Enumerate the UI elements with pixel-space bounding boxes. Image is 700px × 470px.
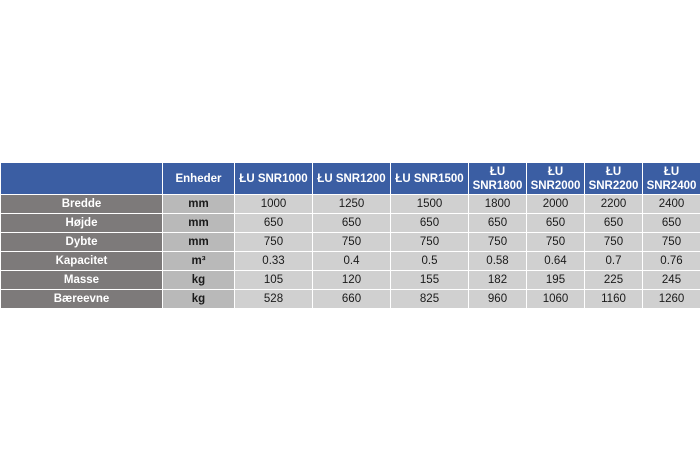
value-cell: 750 [585, 233, 643, 252]
table-row [1, 214, 700, 233]
corner-cell [1, 163, 163, 195]
value-cell: 1060 [527, 290, 585, 309]
value-cell: 1800 [469, 195, 527, 214]
value-cell: 182 [469, 271, 527, 290]
value-cell: 825 [391, 290, 469, 309]
value-cell: 650 [469, 214, 527, 233]
value-cell: 650 [313, 214, 391, 233]
unit-cell: kg [163, 271, 235, 290]
value-cell: 0.58 [469, 252, 527, 271]
row-label: Bredde [1, 195, 163, 214]
column-header-text: ŁU SNR1200 [317, 172, 386, 185]
value-cell: 0.7 [585, 252, 643, 271]
value-cell: 2400 [643, 195, 700, 214]
unit-cell: mm [163, 195, 235, 214]
value-cell: 1160 [585, 290, 643, 309]
value-cell: 225 [585, 271, 643, 290]
value-cell: 650 [527, 214, 585, 233]
value-cell: 1500 [391, 195, 469, 214]
column-header-text: ŁU SNR1000 [239, 172, 308, 185]
value-cell: 1260 [643, 290, 700, 309]
value-cell: 155 [391, 271, 469, 290]
value-cell: 750 [313, 233, 391, 252]
value-cell: 120 [313, 271, 391, 290]
unit-cell: mm [163, 214, 235, 233]
value-cell: 650 [391, 214, 469, 233]
value-cell: 960 [469, 290, 527, 309]
value-cell: 2000 [527, 195, 585, 214]
table-row [1, 195, 700, 214]
row-label: Bæreevne [1, 290, 163, 309]
value-cell: 750 [235, 233, 313, 252]
column-header-text: SNR2400 [646, 179, 697, 192]
column-header [643, 163, 700, 195]
table-row [1, 271, 700, 290]
row-label: Masse [1, 271, 163, 290]
table-row [1, 252, 700, 271]
header-row [1, 163, 700, 195]
unit-cell: kg [163, 290, 235, 309]
column-header-text: ŁU SNR1500 [395, 172, 464, 185]
value-cell: 0.76 [643, 252, 700, 271]
value-cell: 750 [527, 233, 585, 252]
row-label: Højde [1, 214, 163, 233]
unit-cell: mm [163, 233, 235, 252]
value-cell: 0.64 [527, 252, 585, 271]
value-cell: 528 [235, 290, 313, 309]
row-label: Kapacitet [1, 252, 163, 271]
value-cell: 105 [235, 271, 313, 290]
value-cell: 195 [527, 271, 585, 290]
value-cell: 750 [469, 233, 527, 252]
units-header: Enheder [163, 163, 235, 195]
value-cell: 650 [235, 214, 313, 233]
column-header [585, 163, 643, 195]
value-cell: 0.5 [391, 252, 469, 271]
value-cell: 1000 [235, 195, 313, 214]
column-header [235, 163, 313, 195]
value-cell: 660 [313, 290, 391, 309]
column-header-text: SNR2200 [588, 179, 639, 192]
row-label: Dybte [1, 233, 163, 252]
column-header [469, 163, 527, 195]
table-row [1, 290, 700, 309]
column-header-text: ŁU [489, 165, 506, 178]
value-cell: 650 [585, 214, 643, 233]
value-cell: 650 [643, 214, 700, 233]
spec-table [0, 162, 700, 309]
unit-cell: m³ [163, 252, 235, 271]
value-cell: 1250 [313, 195, 391, 214]
column-header [391, 163, 469, 195]
column-header-text: ŁU [605, 165, 622, 178]
column-header-text: ŁU [547, 165, 564, 178]
column-header [527, 163, 585, 195]
value-cell: 0.33 [235, 252, 313, 271]
column-header-text: SNR2000 [530, 179, 581, 192]
table-body [1, 195, 700, 309]
value-cell: 245 [643, 271, 700, 290]
value-cell: 750 [643, 233, 700, 252]
value-cell: 2200 [585, 195, 643, 214]
value-cell: 750 [391, 233, 469, 252]
column-header-text: ŁU [663, 165, 680, 178]
value-cell: 0.4 [313, 252, 391, 271]
column-header [313, 163, 391, 195]
column-header-text: SNR1800 [472, 179, 523, 192]
table-row [1, 233, 700, 252]
